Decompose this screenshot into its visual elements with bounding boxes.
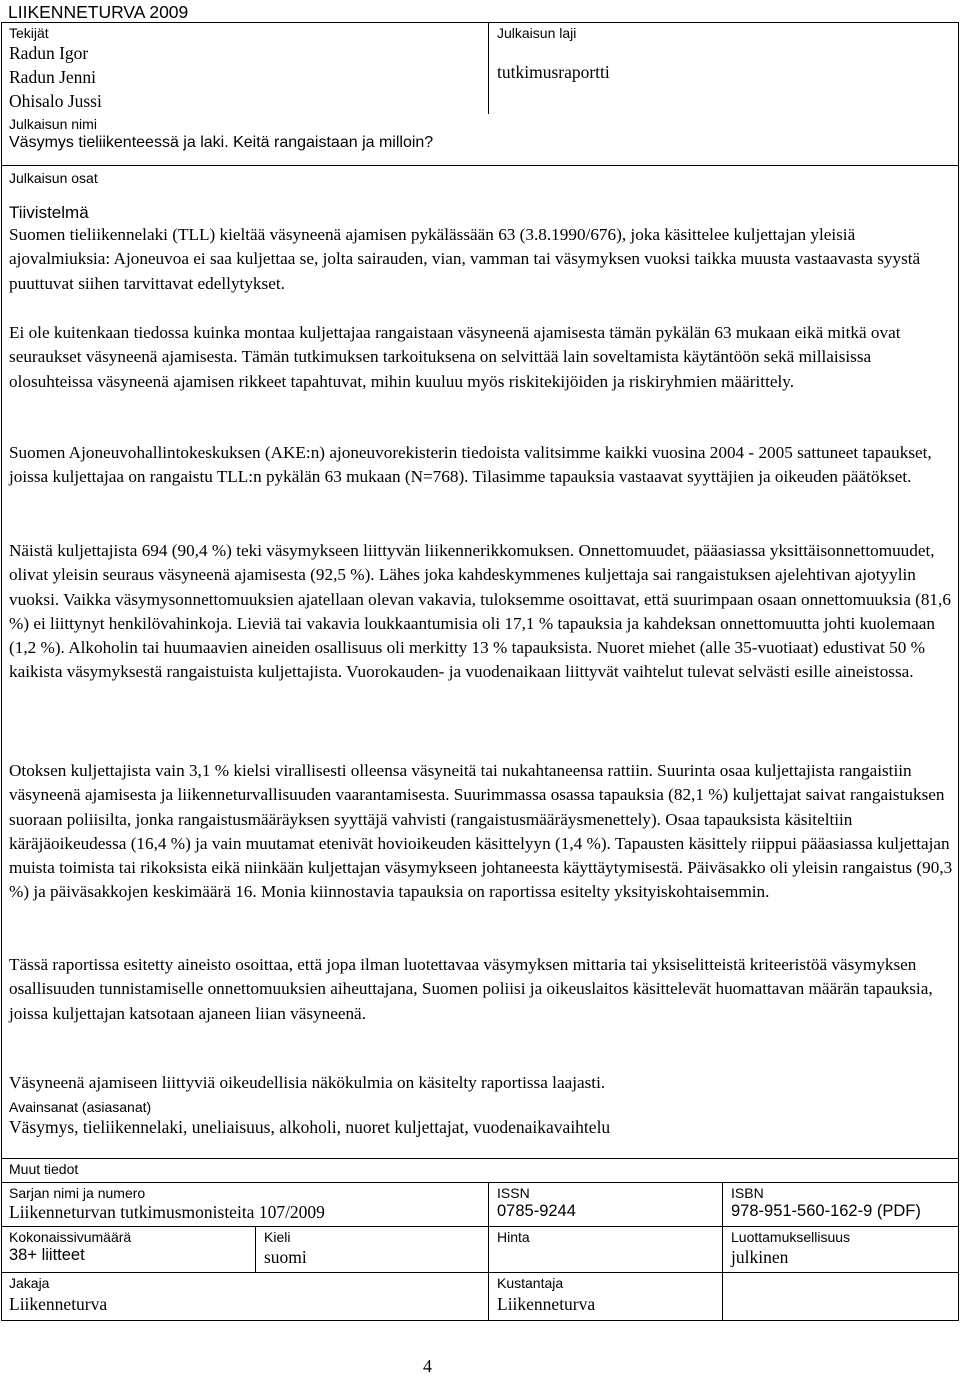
abstract-paragraph: Tässä raportissa esitetty aineisto osoittaa, että jopa ilman luotettavaa väsymyksen mittaria tai yksiselitteistä kriteeristöä väsymyksen osallisuuden tunnistamiselle onnettomuuksien aiheuttajana, Suomen poliisi ja oikeuslaitos käsittelevät huomattavan määrän tapauksia, joissa kuljettajan katsotaan ajaneen liian väsyneenä. xyxy=(9,955,933,1023)
publisher-label: Kustantaja xyxy=(497,1275,564,1291)
abstract-paragraph: Suomen Ajoneuvohallintokeskuksen (AKE:n) ajoneuvorekisterin tiedoista valitsimme kaikki vuosina 2004 - 2005 sattuneet tapaukset, joissa kuljettajaa on rangaistu TLL:n pykälän 63 mukaan (N=768). Tilasimme tapauksia vastaavat syyttäjien ja oikeuden päätökset. xyxy=(9,443,932,487)
abstract-heading: Tiivistelmä xyxy=(9,203,89,222)
publication-type-value: tutkimusraportti xyxy=(497,62,610,82)
keywords-value: Väsymys, tieliikennelaki, uneliaisuus, alkoholi, nuoret kuljettajat, vuodenaikavaihtelu xyxy=(9,1117,611,1137)
issn-value: 0785-9244 xyxy=(497,1202,576,1220)
isbn-value: 978-951-560-162-9 (PDF) xyxy=(731,1202,921,1220)
distributor-value: Liikenneturva xyxy=(9,1294,108,1314)
series-label: Sarjan nimi ja numero xyxy=(9,1185,146,1201)
confidentiality-label: Luottamuksellisuus xyxy=(731,1229,851,1245)
abstract-paragraph: Ei ole kuitenkaan tiedossa kuinka montaa kuljettajaa rangaistaan väsyneenä ajamisesta tämän pykälän 63 mukaan eikä mitkä ovat seuraukset väsyneenä ajamisesta. Tämän tutkimuksen tarkoituksena on selvittää lain soveltamista käytäntöön sekä millaisissa olosuhteissa väsyneenä ajamisen rikkeet tapahtuvat, mihin kuuluu myös riskitekijöiden ja riskiryhmien määrittely. xyxy=(9,323,901,391)
author-name: Ohisalo Jussi xyxy=(9,91,102,111)
abstract-paragraph: Suomen tieliikennelaki (TLL) kieltää väsyneenä ajamisen pykälässään 63 (3.8.1990/676), joka käsittelee kuljettajan yleisiä ajovalmiuksia: Ajoneuvoa ei saa kuljettaa se, jolta sairauden, vian, vamman tai väsymyksen vuoksi taikka muusta vastaavasta syystä puuttuvat siihen tarvittavat edellytykset. xyxy=(9,225,921,293)
abstract-paragraph: Väsyneenä ajamiseen liittyviä oikeudellisia näkökulmia on käsitelty raportissa laajasti. xyxy=(9,1073,606,1092)
language-value: suomi xyxy=(264,1247,307,1267)
issn-label: ISSN xyxy=(497,1185,530,1201)
pages-value: 38+ liitteet xyxy=(9,1246,85,1264)
authors-label: Tekijät xyxy=(9,25,49,41)
author-name: Radun Igor xyxy=(9,43,89,63)
document-header-title: LIIKENNETURVA 2009 xyxy=(8,2,189,22)
publication-parts-label: Julkaisun osat xyxy=(9,170,98,186)
series-value: Liikenneturvan tutkimusmonisteita 107/2009 xyxy=(9,1202,325,1222)
publication-name-value: Väsymys tieliikenteessä ja laki. Keitä rangaistaan ja milloin? xyxy=(9,134,434,151)
pages-label: Kokonaissivumäärä xyxy=(9,1229,132,1245)
confidentiality-value: julkinen xyxy=(731,1247,789,1267)
price-label: Hinta xyxy=(497,1229,530,1245)
author-name: Radun Jenni xyxy=(9,67,97,87)
isbn-label: ISBN xyxy=(731,1185,764,1201)
language-label: Kieli xyxy=(264,1229,291,1245)
keywords-label: Avainsanat (asiasanat) xyxy=(9,1099,152,1115)
abstract-paragraph: Otoksen kuljettajista vain 3,1 % kielsi virallisesti olleensa väsyneitä tai nukahtaneensa rattiin. Suurinta osaa kuljettajista rangaistiin väsyneenä ajamisesta ja liikenneturvallisuuden vaarantamisesta. Suurimmassa osassa tapauksia (82,1 %) kuljettajat saivat rangaistuksen suoraan poliisilta, jonka rangaistusmääräyksen syyttäjä vahvisti (rangaistusmääräysmenettely). Osaa tapauksista käsiteltiin käräjäoikeudessa (16,4 %) ja vain muutamat etenivät hovioikeuden käsittelyyn (1,4 %). Tapausten käsittely riippui pääasiassa kuljettajan muista toimista tai rikoksista eikä niinkään kuljettajan väsymykseen johtaneesta käyttäytymisestä. Päiväsakko oli yleisin rangaistus (90,3 %) ja päiväsakkojen keskimäärä 16. Monia kiinnostavia tapauksia on raportissa esitelty yksityiskohtaisemmin. xyxy=(9,761,953,902)
other-info-label: Muut tiedot xyxy=(9,1161,79,1177)
distributor-label: Jakaja xyxy=(9,1275,50,1291)
publisher-value: Liikenneturva xyxy=(497,1294,596,1314)
publication-type-label: Julkaisun laji xyxy=(497,25,577,41)
abstract-paragraph: Näistä kuljettajista 694 (90,4 %) teki väsymykseen liittyvän liikennerikkomuksen. Onnettomuudet, pääasiassa yksittäisonnettomuudet, olivat yleisin seuraus väsyneenä ajamisesta (92,5 %). Lähes joka kahdeskymmenes kuljettaja sai rangaistuksen ajelehtivan ajotyylin vuoksi. Vaikka väsymysonnettomuuksien ajatellaan olevan vakavia, tuloksemme osoittavat, että suurimpaan osaan onnettomuuksia (81,6 %) ei liittynyt henkilövahinkoja. Lieviä tai vakavia loukkaantumisia oli 17,1 % tapauksia ja kahdeksan onnettomuutta johti kuolemaan (1,2 %). Alkoholin tai huumaavien aineiden osallisuus oli merkitty 13 % tapauksista. Nuoret miehet (alle 35-vuotiaat) edustivat 50 % kaikista väsymyksestä rangaistuista kuljettajista. Vuorokauden- ja vuodenaikaan liittyvät vaihtelut tulevat selvästi esille aineistossa. xyxy=(9,541,951,682)
page-number: 4 xyxy=(423,1356,432,1376)
publication-name-label: Julkaisun nimi xyxy=(9,116,97,132)
